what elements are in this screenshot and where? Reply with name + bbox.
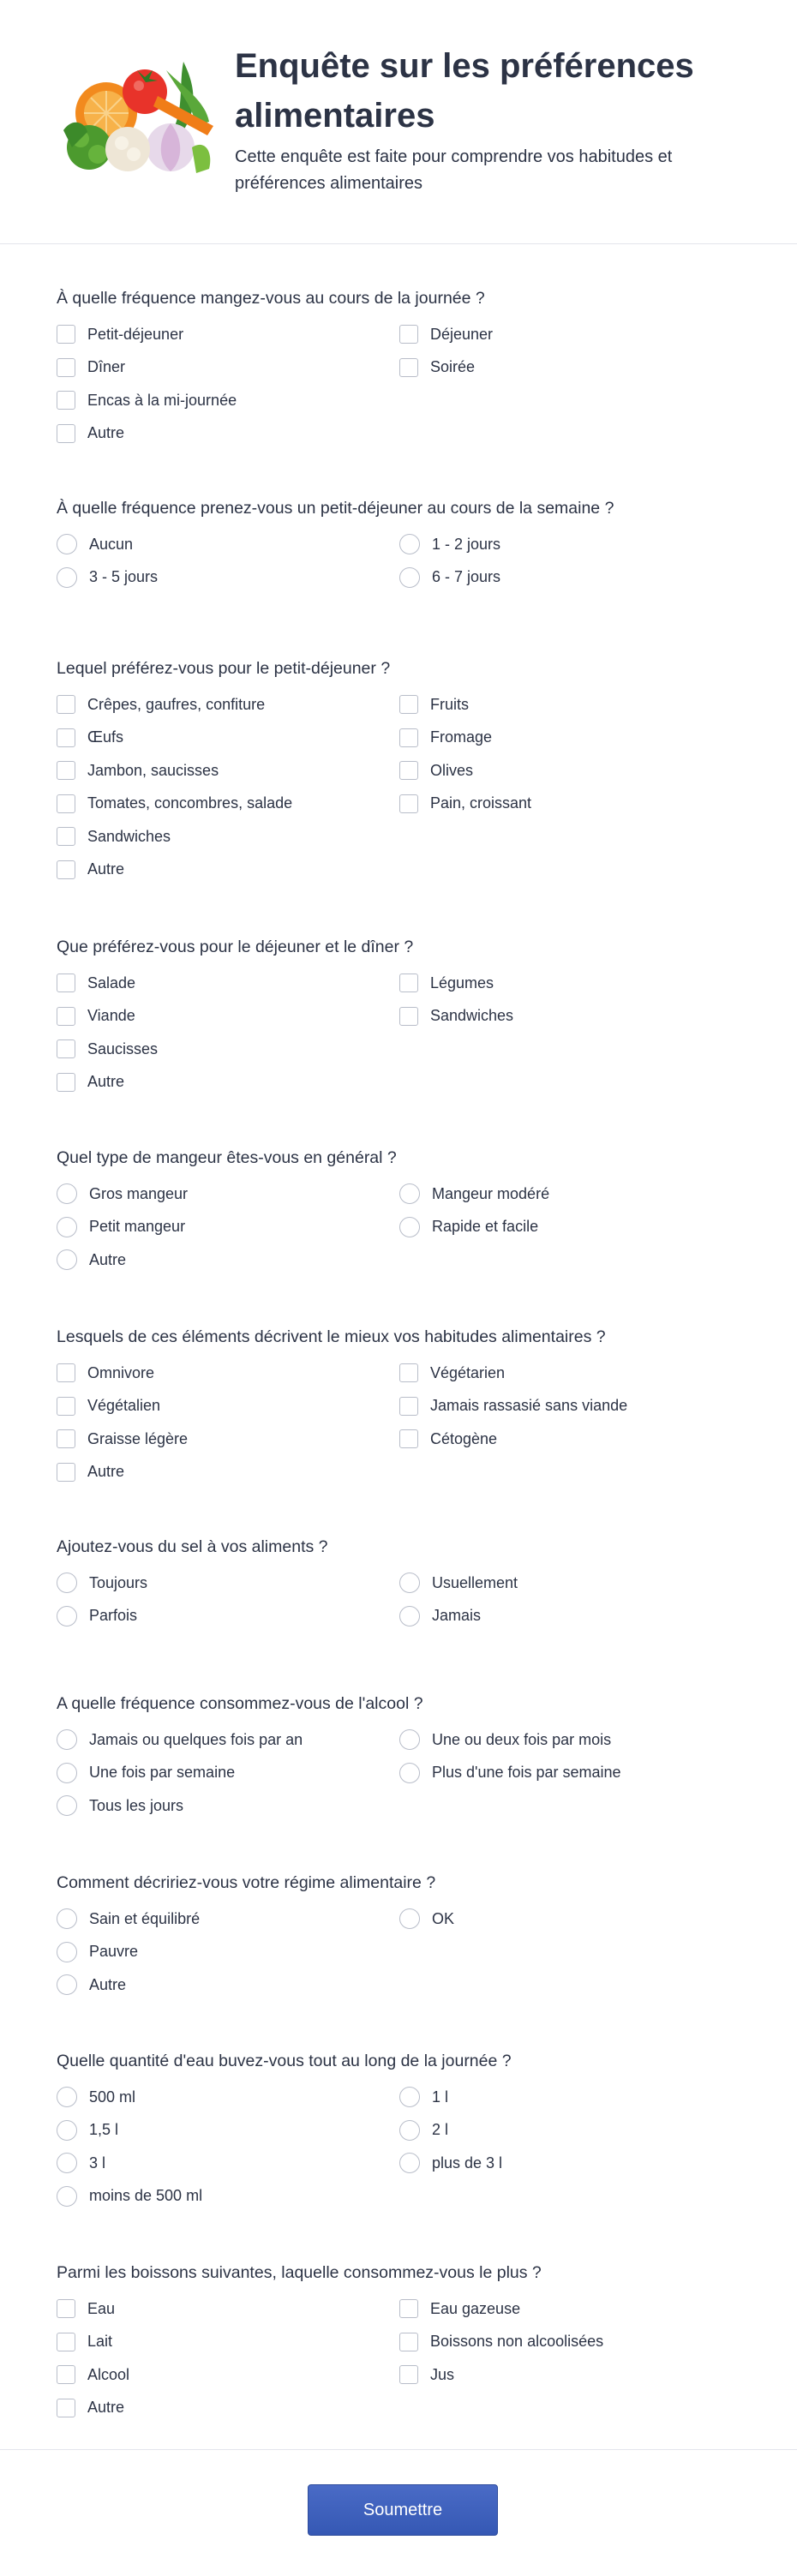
radio-button[interactable] [57,2120,77,2141]
radio-option[interactable] [57,2084,399,2111]
option-label: Viande [87,1007,135,1025]
option-label: 1 l [432,2088,449,2106]
checkbox-option[interactable] [399,1426,742,1453]
option-label: OK [432,1909,455,1927]
checkbox[interactable] [57,424,75,443]
checkbox[interactable] [57,1429,75,1448]
radio-button[interactable] [57,2153,77,2173]
option-label: Soirée [430,358,476,376]
option-label: Autre [87,860,125,878]
question-11 [57,2260,742,2421]
option-label: Mangeur modéré [432,1184,550,1202]
radio-button[interactable] [399,1606,420,1626]
question-9 [57,1870,742,1998]
option-label: 3 - 5 jours [89,568,159,586]
checkbox-option[interactable] [399,1393,742,1420]
option-group [57,1181,742,1273]
checkbox-option[interactable] [399,692,742,718]
radio-button[interactable] [399,1908,420,1929]
checkbox-option[interactable] [57,2362,399,2388]
checkbox-option[interactable] [57,321,399,348]
checkbox[interactable] [57,973,75,992]
option-label: moins de 500 ml [89,2187,203,2205]
question-5 [57,1145,742,1273]
option-label: Autre [87,1463,125,1481]
option-label: Autre [89,1250,127,1268]
checkbox-option[interactable] [399,355,742,381]
checkbox[interactable] [57,728,75,747]
option-group [57,1570,742,1629]
question-label: Quelle quantité d'eau buvez-vous tout au long de la journée ? [57,2052,512,2070]
option-label: Saucisses [87,1039,159,1057]
option-label: plus de 3 l [432,2154,503,2172]
checkbox[interactable] [57,358,75,377]
radio-option[interactable] [57,2184,399,2210]
checkbox[interactable] [57,1039,75,1058]
question-label: Lequel préférez-vous pour le petit-déjeuner ? [57,659,391,678]
radio-option[interactable] [399,2084,742,2111]
option-spacer [399,1036,742,1063]
option-label: Jamais [432,1607,482,1625]
checkbox-option[interactable] [399,2362,742,2388]
radio-option[interactable] [399,2150,742,2177]
option-label: Une fois par semaine [89,1764,236,1782]
checkbox[interactable] [57,2399,75,2417]
radio-button[interactable] [399,1729,420,1750]
question-label: À quelle fréquence prenez-vous un petit-déjeuner au cours de la semaine ? [57,499,614,518]
question-label: Parmi les boissons suivantes, laquelle consommez-vous le plus ? [57,2263,542,2282]
option-label: Alcool [87,2365,130,2383]
checkbox[interactable] [399,728,418,747]
radio-option[interactable] [57,1760,399,1787]
option-label: Fruits [430,695,469,713]
radio-option[interactable] [57,531,399,558]
radio-option[interactable] [399,1570,742,1597]
option-label: Dîner [87,358,126,376]
radio-button[interactable] [399,567,420,588]
page-title: Enquête sur les préférences alimentaires [235,47,694,135]
option-label: 1 - 2 jours [432,535,501,553]
checkbox[interactable] [399,2365,418,2384]
option-label: Pain, croissant [430,794,532,812]
radio-button[interactable] [57,1942,77,1962]
checkbox-option[interactable] [399,970,742,997]
radio-button[interactable] [57,2186,77,2207]
radio-button[interactable] [57,2087,77,2107]
radio-option[interactable] [57,1247,399,1273]
checkbox[interactable] [57,391,75,410]
checkbox-option[interactable] [399,791,742,818]
question-label: Quel type de mangeur êtes-vous en général ? [57,1148,397,1167]
radio-option[interactable] [399,1727,742,1753]
option-label: Rapide et facile [432,1218,539,1236]
radio-option[interactable] [399,1760,742,1787]
option-label: Jus [430,2365,455,2383]
radio-button[interactable] [57,567,77,588]
radio-option[interactable] [57,1570,399,1597]
checkbox[interactable] [57,325,75,344]
radio-option[interactable] [57,1181,399,1207]
option-label: Cétogène [430,1429,498,1447]
radio-button[interactable] [399,1217,420,1237]
checkbox[interactable] [399,2299,418,2318]
option-group [57,531,742,590]
option-label: Jambon, saucisses [87,761,219,779]
question-8 [57,1691,742,1819]
option-label: Pauvre [89,1943,139,1961]
checkbox-option[interactable] [57,1393,399,1420]
checkbox[interactable] [399,761,418,780]
radio-button[interactable] [57,1974,77,1995]
checkbox-option[interactable] [399,758,742,784]
radio-button[interactable] [57,1217,77,1237]
option-label: Œufs [87,728,124,746]
option-label: Une ou deux fois par mois [432,1730,612,1748]
option-label: Sain et équilibré [89,1909,201,1927]
checkbox[interactable] [399,1363,418,1382]
option-label: Parfois [89,1607,138,1625]
option-label: Légumes [430,973,494,991]
radio-button[interactable] [57,1183,77,1204]
form-header [0,0,797,244]
option-label: 1,5 l [89,2121,119,2139]
checkbox-option[interactable] [57,725,399,752]
option-group [57,1727,742,1819]
checkbox-option[interactable] [57,970,399,997]
checkbox-option[interactable] [399,725,742,752]
checkbox[interactable] [57,1397,75,1416]
radio-option[interactable] [57,1939,399,1966]
option-label: Plus d'une fois par semaine [432,1764,621,1782]
checkbox-option[interactable] [57,1036,399,1063]
checkbox-option[interactable] [57,1426,399,1453]
radio-button[interactable] [399,2153,420,2173]
page-subtitle: Cette enquête est faite pour comprendre vos habitudes et préférences alimentaires [235,147,673,193]
checkbox-option[interactable] [57,2395,399,2422]
question-7 [57,1534,742,1629]
radio-option[interactable] [57,2118,399,2144]
option-group [57,1906,742,1998]
radio-option[interactable] [57,565,399,591]
option-label: Encas à la mi-journée [87,391,237,409]
question-label: À quelle fréquence mangez-vous au cours de la journée ? [57,289,485,308]
radio-option[interactable] [57,1793,399,1819]
question-3 [57,656,742,883]
option-label: Boissons non alcoolisées [430,2333,604,2351]
option-label: Autre [87,2399,125,2417]
radio-button[interactable] [57,1908,77,1929]
question-label: Ajoutez-vous du sel à vos aliments ? [57,1537,328,1556]
radio-button[interactable] [399,1573,420,1593]
radio-button[interactable] [399,2120,420,2141]
radio-button[interactable] [399,534,420,554]
checkbox[interactable] [57,2365,75,2384]
option-label: Eau gazeuse [430,2299,521,2317]
option-label: Omnivore [87,1363,155,1381]
option-label: Jamais ou quelques fois par an [89,1730,303,1748]
option-label: Usuellement [432,1573,518,1591]
radio-button[interactable] [399,1183,420,1204]
option-label: Crêpes, gaufres, confiture [87,695,266,713]
checkbox-option[interactable] [57,355,399,381]
checkbox[interactable] [57,794,75,813]
option-label: Gros mangeur [89,1184,189,1202]
checkbox-option[interactable] [57,692,399,718]
checkbox-option[interactable] [57,2329,399,2356]
question-4 [57,934,742,1095]
option-label: Lait [87,2333,113,2351]
option-label: Jamais rassasié sans viande [430,1397,628,1415]
radio-button[interactable] [399,2087,420,2107]
question-label: Lesquels de ces éléments décrivent le mieux vos habitudes alimentaires ? [57,1327,606,1346]
checkbox[interactable] [57,2333,75,2351]
option-group [57,1360,742,1485]
option-group [57,970,742,1095]
question-6 [57,1324,742,1485]
option-label: Salade [87,973,136,991]
option-label: 500 ml [89,2088,136,2106]
checkbox[interactable] [399,358,418,377]
vegetables-image [55,53,218,182]
option-label: Tous les jours [89,1796,184,1814]
checkbox-option[interactable] [399,1360,742,1387]
option-label: Végétarien [430,1363,506,1381]
checkbox[interactable] [399,695,418,714]
radio-button[interactable] [57,1249,77,1270]
radio-option[interactable] [399,2118,742,2144]
option-group [57,2296,742,2421]
radio-option[interactable] [399,1906,742,1932]
checkbox[interactable] [57,860,75,879]
question-label: Comment décririez-vous votre régime alimentaire ? [57,1873,436,1892]
radio-button[interactable] [57,1795,77,1816]
checkbox[interactable] [399,1397,418,1416]
option-label: Toujours [89,1573,148,1591]
checkbox[interactable] [57,1073,75,1092]
submit-button[interactable]: Soumettre [308,2484,498,2536]
radio-button[interactable] [57,1606,77,1626]
checkbox-option[interactable] [57,791,399,818]
checkbox[interactable] [57,761,75,780]
checkbox[interactable] [57,1363,75,1382]
option-group [57,321,742,446]
question-1 [57,285,742,446]
option-label: Aucun [89,535,134,553]
radio-option[interactable] [57,1214,399,1241]
checkbox-option[interactable] [57,387,399,414]
checkbox[interactable] [399,973,418,992]
radio-button[interactable] [57,1573,77,1593]
question-label: A quelle fréquence consommez-vous de l'alcool ? [57,1694,423,1713]
checkbox[interactable] [399,325,418,344]
checkbox[interactable] [57,827,75,846]
footer-divider [0,2449,797,2450]
checkbox[interactable] [57,695,75,714]
option-label: Graisse légère [87,1429,189,1447]
radio-option[interactable] [57,2150,399,2177]
radio-button[interactable] [399,1763,420,1783]
option-label: Sandwiches [87,827,171,845]
radio-option[interactable] [399,1603,742,1630]
option-label: Sandwiches [430,1007,514,1025]
radio-option[interactable] [399,1181,742,1207]
option-spacer [399,824,742,850]
option-label: Petit-déjeuner [87,325,184,343]
checkbox[interactable] [399,1429,418,1448]
option-spacer [399,387,742,414]
checkbox[interactable] [399,794,418,813]
radio-option[interactable] [57,1603,399,1630]
checkbox-option[interactable] [57,824,399,850]
option-label: Petit mangeur [89,1218,186,1236]
checkbox-option[interactable] [57,1003,399,1030]
checkbox-option[interactable] [57,1459,399,1486]
checkbox-option[interactable] [57,421,399,447]
radio-button[interactable] [57,1729,77,1750]
checkbox-option[interactable] [399,1003,742,1030]
checkbox[interactable] [57,1007,75,1026]
option-group [57,692,742,883]
checkbox-option[interactable] [399,321,742,348]
checkbox-option[interactable] [57,1360,399,1387]
option-label: Tomates, concombres, salade [87,794,293,812]
checkbox[interactable] [399,1007,418,1026]
radio-option[interactable] [57,1906,399,1932]
option-spacer [399,1939,742,1966]
checkbox-option[interactable] [57,857,399,884]
question-10 [57,2048,742,2209]
option-group [57,2084,742,2209]
radio-option[interactable] [399,531,742,558]
radio-option[interactable] [57,1727,399,1753]
option-label: Déjeuner [430,325,494,343]
option-label: Eau [87,2299,116,2317]
radio-option[interactable] [399,1214,742,1241]
checkbox[interactable] [57,2299,75,2318]
checkbox-option[interactable] [57,2296,399,2322]
option-label: 3 l [89,2154,106,2172]
question-2 [57,495,742,590]
option-label: 6 - 7 jours [432,568,501,586]
radio-button[interactable] [57,1763,77,1783]
checkbox-option[interactable] [399,2296,742,2322]
checkbox-option[interactable] [57,1069,399,1096]
option-label: Végétalien [87,1397,161,1415]
radio-button[interactable] [57,534,77,554]
radio-option[interactable] [399,565,742,591]
option-label: 2 l [432,2121,449,2139]
checkbox[interactable] [57,1463,75,1482]
option-label: Autre [87,424,125,442]
option-label: Autre [87,1073,125,1091]
checkbox-option[interactable] [399,2329,742,2356]
question-label: Que préférez-vous pour le déjeuner et le dîner ? [57,938,414,956]
checkbox[interactable] [399,2333,418,2351]
option-label: Autre [89,1975,127,1993]
radio-option[interactable] [57,1972,399,1998]
checkbox-option[interactable] [57,758,399,784]
option-label: Fromage [430,728,493,746]
option-label: Olives [430,761,474,779]
